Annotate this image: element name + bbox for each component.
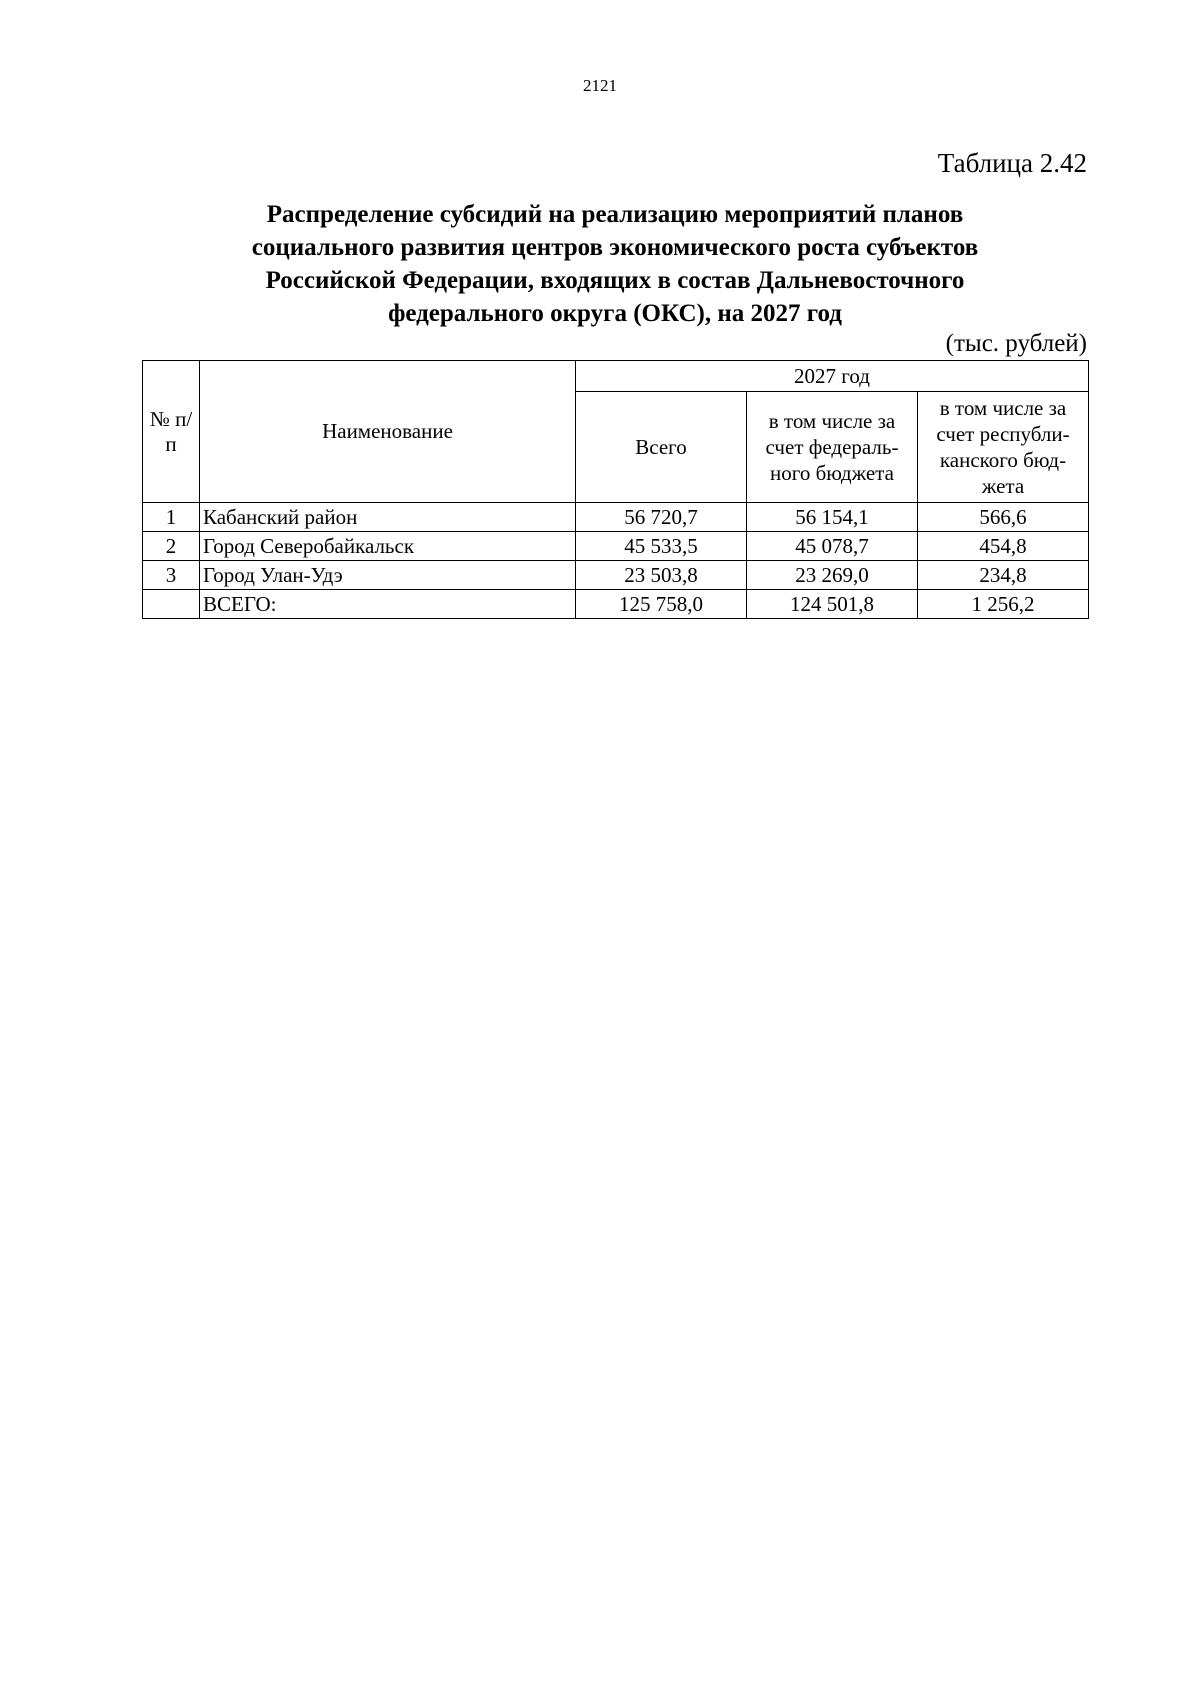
cell-republic: 454,8: [918, 532, 1089, 561]
subsidy-table: [142, 360, 1089, 619]
table-row: [143, 532, 1089, 561]
cell-name: Город Улан-Удэ: [200, 561, 576, 590]
cell-federal: 56 154,1: [747, 503, 918, 532]
header-republic: в том числе за счет республи-канского бюд-жета: [918, 392, 1089, 503]
cell-total: 45 533,5: [576, 532, 747, 561]
header-number: № п/п: [143, 361, 200, 503]
header-name: Наименование: [200, 361, 576, 503]
title-line: федерального округа (ОКС), на 2027 год: [388, 300, 842, 327]
header-total: Всего: [576, 392, 747, 503]
document-title: [175, 198, 1055, 330]
cell-republic: 566,6: [918, 503, 1089, 532]
cell-total: 56 720,7: [576, 503, 747, 532]
cell-republic: 1 256,2: [918, 590, 1089, 619]
cell-number: [143, 590, 200, 619]
title-line: Российской Федерации, входящих в состав Дальневосточного: [265, 267, 965, 294]
cell-total: 23 503,8: [576, 561, 747, 590]
units-label: (тыс. рублей): [945, 330, 1087, 357]
cell-republic: 234,8: [918, 561, 1089, 590]
cell-number: 3: [143, 561, 200, 590]
cell-name: Кабанский район: [200, 503, 576, 532]
cell-total: 125 758,0: [576, 590, 747, 619]
title-line: Распределение субсидий на реализацию мероприятий планов: [266, 201, 964, 228]
cell-federal: 23 269,0: [747, 561, 918, 590]
page-number: 2121: [583, 76, 617, 95]
cell-name: ВСЕГО:: [200, 590, 576, 619]
cell-number: 2: [143, 532, 200, 561]
header-federal: в том числе за счет федераль-ного бюджета: [747, 392, 918, 503]
cell-name: Город Северобайкальск: [200, 532, 576, 561]
cell-federal: 45 078,7: [747, 532, 918, 561]
table-label: Таблица 2.42: [937, 148, 1087, 178]
table-row: [143, 503, 1089, 532]
total-row: [143, 590, 1089, 619]
title-line: социального развития центров экономического роста субъектов: [251, 234, 979, 261]
cell-number: 1: [143, 503, 200, 532]
header-year: 2027 год: [576, 361, 1089, 392]
cell-federal: 124 501,8: [747, 590, 918, 619]
table-row: [143, 561, 1089, 590]
